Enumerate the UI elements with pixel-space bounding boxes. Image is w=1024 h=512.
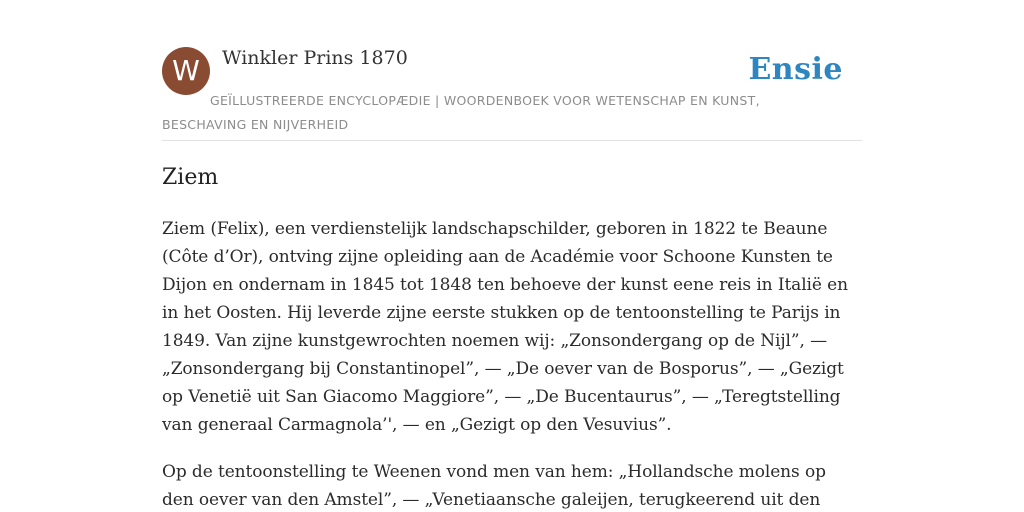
site-header bbox=[162, 46, 862, 141]
article-paragraph: Ziem (Felix), een verdienstelijk landschapschilder, geboren in 1822 te Beaune (Côte d’Or), ontving zijne opleiding aan de Académie voor Schoone Kunsten te Dijon en ondernam in 1845 tot 1848 ten behoeve der kunst eene reis in Italië en in het Oosten. Hij leverde zijne eerste stukken op de tentoonstelling te Parijs in 1849. Van zijne kunstgewrochten noemen wij: „Zonsondergang op de Nijl”, — „Zonsondergang bij Constantinopel”, — „De oever van de Bosporus”, — „Gezigt op Venetië uit San Giacomo Maggiore”, — „De Bucentaurus”, — „Teregtstelling van generaal Carmagnola’', — en „Gezigt op den Vesuvius”. bbox=[162, 219, 848, 435]
brand-logo[interactable]: Ensie bbox=[748, 52, 843, 87]
article-paragraph: Op de tentoonstelling te Weenen vond men van hem: „Hollandsche molens op den oever van den Amstel”, — „Venetiaansche galeijen, terugkeerend uit den bbox=[162, 462, 826, 510]
article-title: Ziem bbox=[162, 165, 219, 190]
site-title[interactable]: Winkler Prins 1870 bbox=[222, 47, 408, 69]
avatar[interactable]: W bbox=[162, 47, 210, 95]
article bbox=[162, 160, 862, 512]
site-subtitle: GEÏLLUSTREERDE ENCYCLOPÆDIE | WOORDENBOEK VOOR WETENSCHAP EN KUNST, BESCHAVING EN NIJVERHEID bbox=[162, 93, 760, 132]
